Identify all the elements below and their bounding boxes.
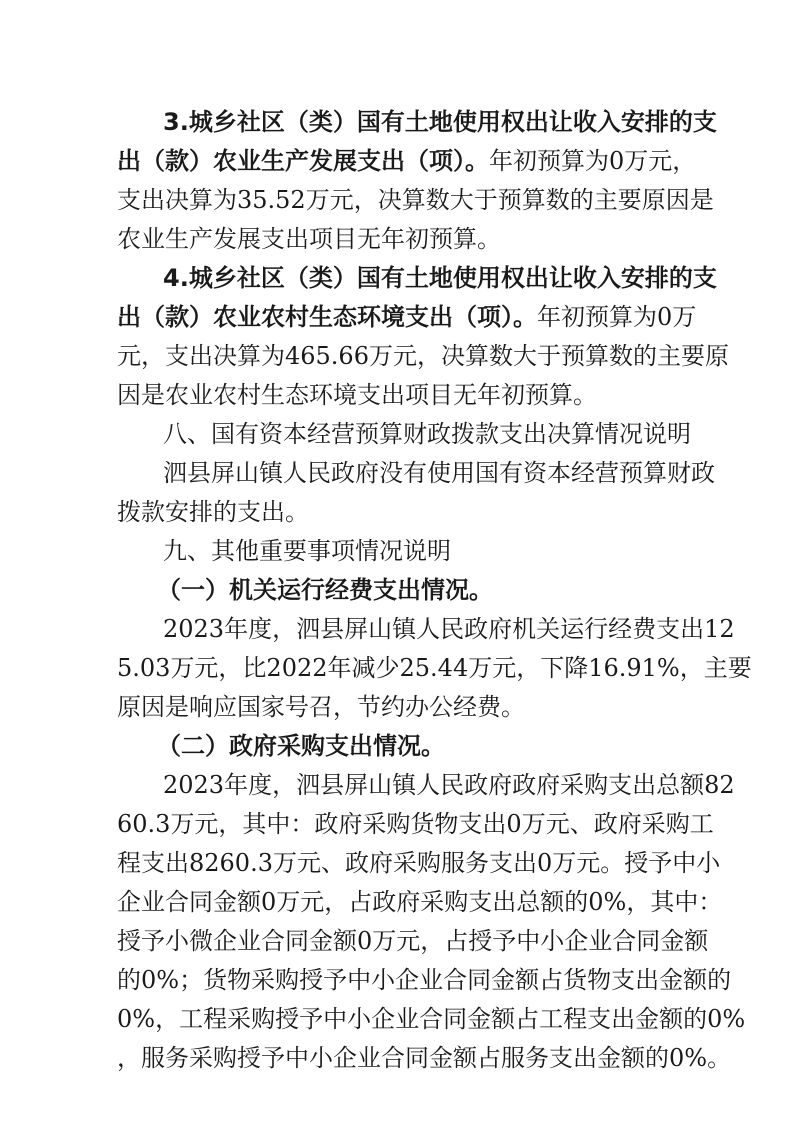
sub1-line2: 5.03万元，比2022年减少25.44万元，下降16.91%，主要 — [117, 654, 752, 682]
item4-line1: 4.城乡社区（类）国有土地使用权出让收入安排的支 — [163, 264, 717, 292]
item3-line1: 3.城乡社区（类）国有土地使用权出让收入安排的支 — [163, 108, 717, 136]
section9-heading: 九、其他重要事项情况说明 — [163, 537, 451, 565]
sub2-heading: （二）政府采购支出情况。 — [157, 732, 445, 760]
sub2-line5: 授予小微企业合同金额0万元，占授予中小企业合同金额 — [117, 927, 709, 955]
section8-heading: 八、国有资本经营预算财政拨款支出决算情况说明 — [163, 420, 691, 448]
sub2-line8: ，服务采购授予中小企业合同金额占服务支出金额的0%。 — [117, 1044, 732, 1072]
item3-line2-bold: 出（款）农业生产发展支出（项）。 — [117, 147, 489, 175]
section8-line2: 拨款安排的支出。 — [117, 498, 309, 526]
item4-line4: 因是农业农村生态环境支出项目无年初预算。 — [117, 381, 597, 409]
item4-line2-bold: 出（款）农业农村生态环境支出（项）。 — [117, 303, 537, 331]
item4-line2-rest: 年初预算为0万 — [537, 303, 697, 331]
item3-line4: 农业生产发展支出项目无年初预算。 — [117, 225, 501, 253]
section8-line1: 泗县屏山镇人民政府没有使用国有资本经营预算财政 — [163, 459, 715, 487]
sub2-line4: 企业合同金额0万元，占政府采购支出总额的0%，其中： — [117, 888, 723, 916]
sub2-line3: 程支出8260.3万元、政府采购服务支出0万元。授予中小 — [117, 849, 721, 877]
item3-line2-rest: 年初预算为0万元， — [489, 147, 697, 175]
sub2-line2: 60.3万元，其中：政府采购货物支出0万元、政府采购工 — [117, 810, 714, 838]
sub1-heading: （一）机关运行经费支出情况。 — [157, 576, 493, 604]
sub1-line1: 2023年度，泗县屏山镇人民政府机关运行经费支出12 — [163, 615, 735, 643]
item3-line3: 支出决算为35.52万元，决算数大于预算数的主要原因是 — [117, 186, 714, 214]
sub1-line3: 原因是响应国家号召，节约办公经费。 — [117, 693, 525, 721]
item3-line2 — [117, 145, 696, 177]
sub2-line7: 0%，工程采购授予中小企业合同金额占工程支出金额的0% — [117, 1005, 746, 1033]
sub2-line1: 2023年度，泗县屏山镇人民政府政府采购支出总额82 — [163, 771, 735, 799]
item4-line3: 元，支出决算为465.66万元，决算数大于预算数的主要原 — [117, 342, 729, 370]
item4-line2 — [117, 301, 696, 333]
sub2-line6: 的0%；货物采购授予中小企业合同金额占货物支出金额的 — [117, 966, 732, 994]
